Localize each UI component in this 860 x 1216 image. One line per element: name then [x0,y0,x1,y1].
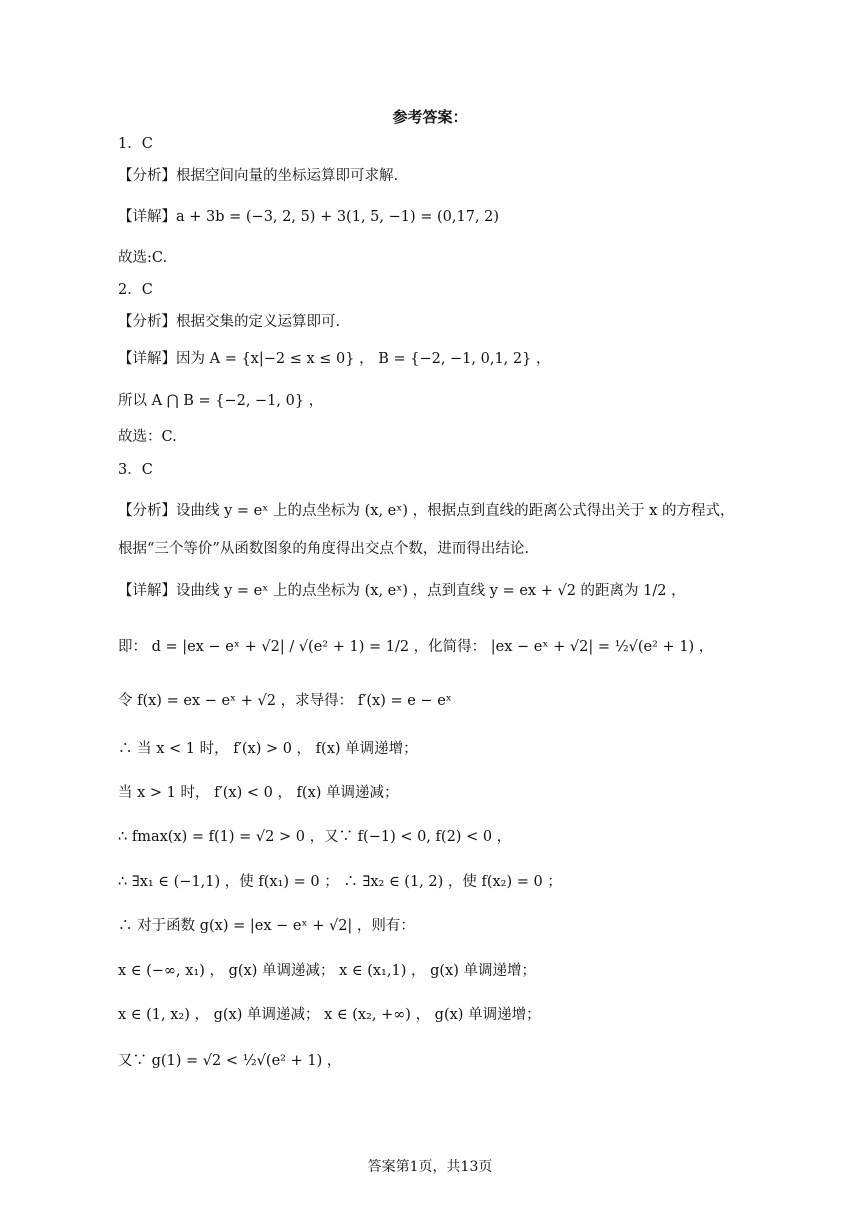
page-footer: 答案第1页，共13页 [367,1159,493,1175]
page-title: 参考答案： [392,108,468,126]
detail-line: ∴ 对于函数 g(x) = |ex − eˣ + √2| ，则有： [118,918,415,934]
detail-line: 即： d = |ex − eˣ + √2| / √(e² + 1) = 1/2 ，化简得： |ex − eˣ + √2| = ½√(e² + 1) ， [118,639,714,655]
conclusion-line: 故选:C. [118,250,168,266]
analysis-line: 【分析】根据空间向量的坐标运算即可求解. [118,168,399,184]
detail-line: 所以 A ⋂ B = {−2, −1, 0} ， [118,393,324,409]
detail-line: ∴ ∃x₁ ∈ (−1,1) ，使 f(x₁) = 0 ； ∴ ∃x₂ ∈ (1, 2) ，使 f(x₂) = 0 ； [118,874,562,890]
detail-line: 【详解】因为 A = {x|−2 ≤ x ≤ 0} ， B = {−2, −1, 0,1, 2} ， [118,351,551,367]
answer-number-1: 1．C [118,136,153,152]
answer-number-2: 2．C [118,282,153,298]
analysis-line: 【分析】设曲线 y = eˣ 上的点坐标为 (x, eˣ) ，根据点到直线的距离公式得出关于 x 的方程式， [118,503,735,519]
detail-line: ∴ fmax(x) = f(1) = √2 > 0 ，又∵ f(−1) < 0, f(2) < 0 ， [118,829,512,845]
analysis-line: 【分析】根据交集的定义运算即可. [118,314,341,330]
conclusion-line: 故选：C. [118,429,177,445]
detail-line: 又∵ g(1) = √2 < ½√(e² + 1) ， [118,1053,342,1069]
detail-line: ∴ 当 x < 1 时， f′(x) > 0 ， f(x) 单调递增； [118,741,418,757]
answer-number-3: 3．C [118,462,153,478]
detail-line: x ∈ (1, x₂) ， g(x) 单调递减； x ∈ (x₂, +∞) ， g(x) 单调递增； [118,1007,541,1023]
detail-line: x ∈ (−∞, x₁) ， g(x) 单调递减； x ∈ (x₁,1) ， g(x) 单调递增； [118,963,536,979]
detail-line: 【详解】设曲线 y = eˣ 上的点坐标为 (x, eˣ) ，点到直线 y = ex + √2 的距离为 1/2 ， [118,583,686,599]
analysis-line: 根据“三个等价”从函数图象的角度得出交点个数，进而得出结论. [118,541,529,557]
detail-line: 令 f(x) = ex − eˣ + √2 ，求导得： f′(x) = e − eˣ [118,693,452,709]
detail-line: 当 x > 1 时， f′(x) < 0 ， f(x) 单调递减； [118,785,399,801]
detail-line: 【详解】a + 3b = (−3, 2, 5) + 3(1, 5, −1) = (0,17, 2) [118,209,500,225]
